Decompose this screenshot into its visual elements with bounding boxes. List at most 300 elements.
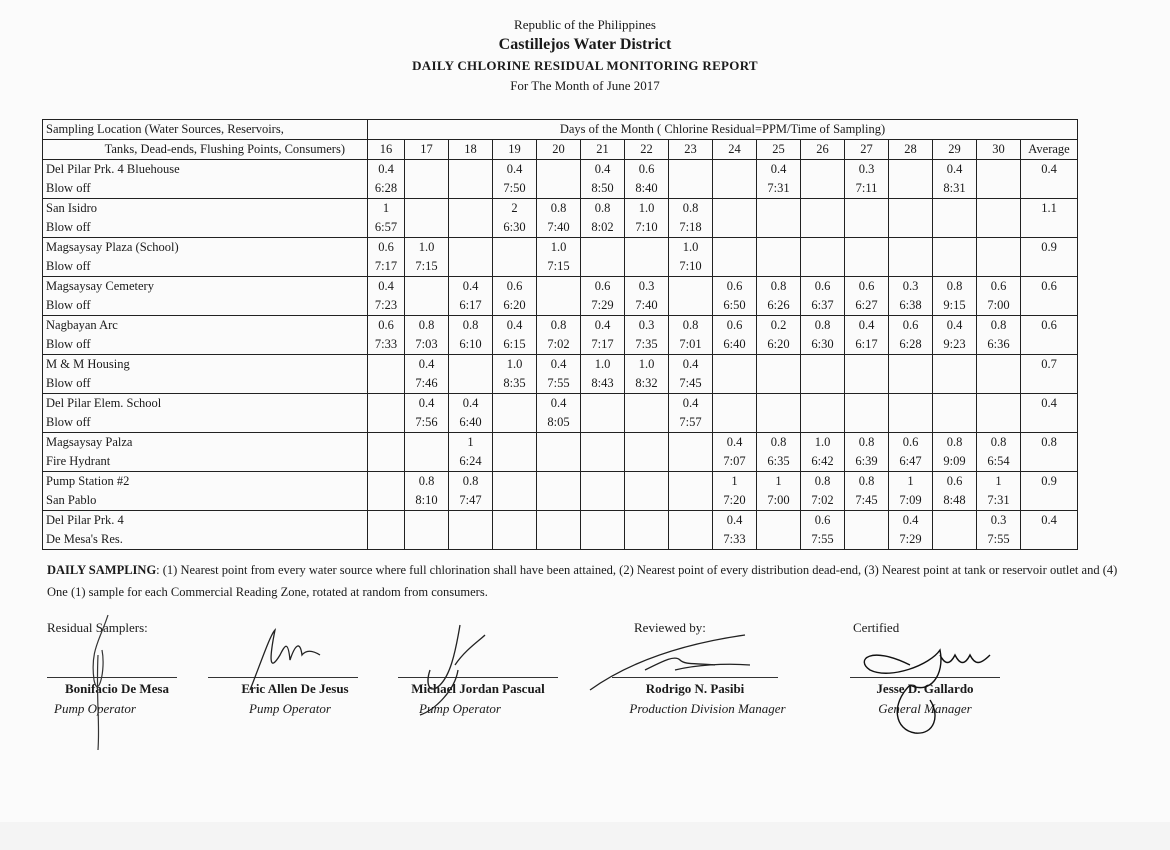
average-cell: 0.9 [1021, 238, 1078, 258]
residual-ppm-cell: 0.8 [449, 472, 493, 492]
table-row-residual [43, 160, 1078, 180]
residual-ppm-cell [581, 511, 625, 531]
day-header: 23 [669, 140, 713, 160]
residual-ppm-cell: 0.4 [537, 355, 581, 375]
certified-label: Certified [853, 620, 900, 635]
residual-ppm-cell [625, 394, 669, 414]
sampling-time-cell [977, 413, 1021, 433]
residual-ppm-cell: 0.8 [537, 199, 581, 219]
table-row-time [43, 413, 1078, 433]
residual-ppm-cell [757, 199, 801, 219]
residual-ppm-cell [845, 199, 889, 219]
sampling-time-cell [757, 218, 801, 238]
sampling-time-cell [493, 491, 537, 511]
residual-ppm-cell [977, 355, 1021, 375]
sampling-time-cell [889, 179, 933, 199]
residual-ppm-cell [405, 433, 449, 453]
residual-ppm-cell [713, 394, 757, 414]
residual-ppm-cell: 0.4 [581, 160, 625, 180]
sampling-time-cell: 6:10 [449, 335, 493, 355]
table-row-time [43, 296, 1078, 316]
day-header: 20 [537, 140, 581, 160]
sampling-time-cell [581, 413, 625, 433]
residual-ppm-cell: 0.6 [581, 277, 625, 297]
residual-ppm-cell [889, 199, 933, 219]
sampling-time-cell [757, 530, 801, 550]
residual-ppm-cell [368, 355, 405, 375]
sampling-time-cell: 7:56 [405, 413, 449, 433]
table-row-time [43, 530, 1078, 550]
sampling-time-cell: 6:47 [889, 452, 933, 472]
sampling-time-cell [368, 413, 405, 433]
residual-ppm-cell [368, 394, 405, 414]
location-name: Magsaysay Plaza (School) [43, 238, 368, 258]
residual-ppm-cell: 0.6 [713, 316, 757, 336]
sampling-time-cell: 6:50 [713, 296, 757, 316]
residual-ppm-cell: 0.6 [368, 316, 405, 336]
location-name: Magsaysay Palza [43, 433, 368, 453]
residual-ppm-cell: 0.4 [889, 511, 933, 531]
residual-ppm-cell [537, 472, 581, 492]
sampling-time-cell [493, 413, 537, 433]
sampling-time-cell [405, 296, 449, 316]
location-column-header-line2: Tanks, Dead-ends, Flushing Points, Consumers) [43, 140, 368, 160]
sampling-time-cell: 7:02 [801, 491, 845, 511]
residual-ppm-cell: 0.4 [493, 316, 537, 336]
sampling-time-cell [757, 257, 801, 277]
sampling-time-cell: 7:40 [625, 296, 669, 316]
sampling-time-cell: 7:55 [537, 374, 581, 394]
samplers-label: Residual Samplers: [47, 620, 148, 635]
sampling-time-cell: 7:50 [493, 179, 537, 199]
sampling-time-cell: 8:10 [405, 491, 449, 511]
residual-ppm-cell: 1.0 [537, 238, 581, 258]
sampling-time-cell: 6:40 [449, 413, 493, 433]
sampling-time-cell: 6:17 [449, 296, 493, 316]
day-header: 30 [977, 140, 1021, 160]
sampling-time-cell: 7:00 [977, 296, 1021, 316]
residual-ppm-cell [449, 238, 493, 258]
residual-ppm-cell: 0.4 [845, 316, 889, 336]
sampling-time-cell: 6:26 [757, 296, 801, 316]
residual-ppm-cell [801, 394, 845, 414]
table-row-residual [43, 199, 1078, 219]
sampling-time-cell [537, 296, 581, 316]
signer-name-1: Bonifacio De Mesa [65, 681, 169, 696]
table-row-time [43, 491, 1078, 511]
table-header-row-2 [43, 140, 1078, 160]
location-point-type: San Pablo [43, 491, 368, 511]
average-cell-empty [1021, 296, 1078, 316]
sampling-time-cell [581, 452, 625, 472]
handwritten-signature-5 [850, 625, 1010, 740]
sampling-time-cell [449, 179, 493, 199]
residual-ppm-cell [537, 160, 581, 180]
residual-ppm-cell: 1 [368, 199, 405, 219]
average-cell-empty [1021, 335, 1078, 355]
sampling-time-cell: 8:43 [581, 374, 625, 394]
sampling-time-cell [669, 296, 713, 316]
residual-ppm-cell: 0.8 [537, 316, 581, 336]
residual-ppm-cell [977, 238, 1021, 258]
sampling-time-cell [368, 491, 405, 511]
average-cell-empty [1021, 491, 1078, 511]
residual-ppm-cell: 0.4 [757, 160, 801, 180]
sampling-time-cell: 6:54 [977, 452, 1021, 472]
sampling-time-cell: 6:17 [845, 335, 889, 355]
table-row-time [43, 257, 1078, 277]
location-name: Del Pilar Elem. School [43, 394, 368, 414]
residual-ppm-cell [493, 238, 537, 258]
table-row-residual [43, 238, 1078, 258]
residual-ppm-cell: 0.4 [581, 316, 625, 336]
residual-ppm-cell [449, 355, 493, 375]
residual-ppm-cell: 1 [713, 472, 757, 492]
day-header: 29 [933, 140, 977, 160]
sampling-time-cell: 6:27 [845, 296, 889, 316]
residual-ppm-cell: 0.4 [493, 160, 537, 180]
sampling-time-cell [625, 452, 669, 472]
sampling-time-cell [933, 218, 977, 238]
sampling-time-cell [625, 413, 669, 433]
sampling-time-cell: 6:37 [801, 296, 845, 316]
residual-ppm-cell: 0.6 [368, 238, 405, 258]
residual-ppm-cell [537, 277, 581, 297]
location-point-type: Fire Hydrant [43, 452, 368, 472]
sampling-time-cell [801, 218, 845, 238]
location-name: Pump Station #2 [43, 472, 368, 492]
residual-ppm-cell: 0.4 [713, 511, 757, 531]
handwritten-signature-1 [80, 610, 140, 760]
average-header: Average [1021, 140, 1078, 160]
residual-ppm-cell: 0.8 [845, 433, 889, 453]
sampling-time-cell: 7:00 [757, 491, 801, 511]
sampling-time-cell [368, 530, 405, 550]
sampling-time-cell: 7:11 [845, 179, 889, 199]
residual-ppm-cell [405, 277, 449, 297]
average-cell: 0.6 [1021, 277, 1078, 297]
sampling-time-cell: 8:40 [625, 179, 669, 199]
location-point-type: Blow off [43, 257, 368, 277]
location-point-type: Blow off [43, 296, 368, 316]
residual-ppm-cell [669, 160, 713, 180]
sampling-time-cell [449, 257, 493, 277]
sampling-time-cell: 7:23 [368, 296, 405, 316]
residual-ppm-cell: 0.8 [405, 472, 449, 492]
sampling-time-cell [669, 491, 713, 511]
table-row-time [43, 218, 1078, 238]
residual-ppm-cell [801, 160, 845, 180]
sampling-time-cell [845, 218, 889, 238]
sampling-time-cell: 6:28 [368, 179, 405, 199]
residual-ppm-cell [669, 511, 713, 531]
residual-ppm-cell [977, 160, 1021, 180]
residual-ppm-cell [537, 511, 581, 531]
sampling-time-cell: 7:18 [669, 218, 713, 238]
day-header: 18 [449, 140, 493, 160]
sampling-time-cell: 6:39 [845, 452, 889, 472]
residual-ppm-cell [801, 238, 845, 258]
location-point-type: Blow off [43, 413, 368, 433]
sampling-time-cell [713, 218, 757, 238]
location-point-type: Blow off [43, 335, 368, 355]
chlorine-residual-table [42, 119, 1078, 550]
residual-ppm-cell: 1.0 [405, 238, 449, 258]
residual-ppm-cell [933, 238, 977, 258]
residual-ppm-cell: 1.0 [625, 355, 669, 375]
residual-ppm-cell: 0.4 [405, 394, 449, 414]
residual-ppm-cell [493, 511, 537, 531]
sampling-time-cell: 7:47 [449, 491, 493, 511]
sampling-time-cell [537, 491, 581, 511]
residual-ppm-cell [449, 511, 493, 531]
day-header: 21 [581, 140, 625, 160]
sampling-time-cell: 7:45 [669, 374, 713, 394]
sampling-time-cell [889, 374, 933, 394]
day-header: 28 [889, 140, 933, 160]
sampling-time-cell [845, 257, 889, 277]
residual-ppm-cell: 1.0 [493, 355, 537, 375]
signer-name-3: Michael Jordan Pascual [411, 681, 545, 696]
residual-ppm-cell: 0.8 [933, 277, 977, 297]
residual-ppm-cell: 0.6 [889, 433, 933, 453]
sampling-time-cell [713, 374, 757, 394]
sampling-time-cell [625, 257, 669, 277]
sampling-time-cell [977, 257, 1021, 277]
residual-ppm-cell: 0.8 [801, 316, 845, 336]
residual-ppm-cell: 0.4 [933, 316, 977, 336]
reviewed-by-label: Reviewed by: [634, 620, 706, 635]
average-cell-empty [1021, 530, 1078, 550]
residual-ppm-cell [845, 238, 889, 258]
sampling-time-cell [625, 530, 669, 550]
sampling-time-cell [493, 257, 537, 277]
sampling-time-cell: 9:15 [933, 296, 977, 316]
residual-ppm-cell: 0.8 [669, 199, 713, 219]
residual-ppm-cell: 0.6 [977, 277, 1021, 297]
location-name: M & M Housing [43, 355, 368, 375]
sampling-time-cell: 8:32 [625, 374, 669, 394]
residual-ppm-cell [493, 433, 537, 453]
residual-ppm-cell: 0.3 [889, 277, 933, 297]
sampling-time-cell [801, 413, 845, 433]
residual-ppm-cell [757, 355, 801, 375]
average-cell: 0.7 [1021, 355, 1078, 375]
residual-ppm-cell [713, 199, 757, 219]
sampling-time-cell: 6:40 [713, 335, 757, 355]
signer-title-1: Pump Operator [54, 701, 136, 716]
residual-ppm-cell: 0.4 [537, 394, 581, 414]
sampling-time-cell [889, 257, 933, 277]
residual-ppm-cell [625, 433, 669, 453]
average-cell-empty [1021, 179, 1078, 199]
sampling-time-cell: 6:24 [449, 452, 493, 472]
table-row-time [43, 374, 1078, 394]
header-republic: Republic of the Philippines [514, 17, 656, 32]
table-row-residual [43, 472, 1078, 492]
residual-ppm-cell [757, 394, 801, 414]
sampling-time-cell: 6:42 [801, 452, 845, 472]
sampling-time-cell [405, 218, 449, 238]
residual-ppm-cell: 1.0 [625, 199, 669, 219]
residual-ppm-cell [889, 160, 933, 180]
sampling-time-cell [669, 530, 713, 550]
residual-ppm-cell: 0.8 [449, 316, 493, 336]
residual-ppm-cell [977, 394, 1021, 414]
sampling-time-cell: 8:05 [537, 413, 581, 433]
residual-ppm-cell [801, 199, 845, 219]
location-point-type: Blow off [43, 374, 368, 394]
sampling-time-cell [669, 179, 713, 199]
residual-ppm-cell [933, 511, 977, 531]
sampling-time-cell [801, 257, 845, 277]
residual-ppm-cell [845, 394, 889, 414]
sampling-time-cell: 8:50 [581, 179, 625, 199]
average-cell: 0.9 [1021, 472, 1078, 492]
sampling-time-cell [449, 530, 493, 550]
location-name: San Isidro [43, 199, 368, 219]
residual-ppm-cell [713, 238, 757, 258]
residual-ppm-cell [368, 472, 405, 492]
residual-ppm-cell [405, 199, 449, 219]
residual-ppm-cell: 0.6 [801, 511, 845, 531]
residual-ppm-cell: 0.8 [669, 316, 713, 336]
sampling-time-cell: 6:20 [493, 296, 537, 316]
sampling-time-cell: 7:31 [977, 491, 1021, 511]
residual-ppm-cell: 0.4 [933, 160, 977, 180]
residual-ppm-cell: 0.8 [933, 433, 977, 453]
average-cell: 0.4 [1021, 160, 1078, 180]
sampling-time-cell: 9:23 [933, 335, 977, 355]
day-header: 17 [405, 140, 449, 160]
sampling-time-cell: 7:15 [405, 257, 449, 277]
residual-ppm-cell [669, 433, 713, 453]
residual-ppm-cell [933, 355, 977, 375]
sampling-time-cell: 8:35 [493, 374, 537, 394]
sampling-time-cell [713, 257, 757, 277]
average-cell: 0.4 [1021, 511, 1078, 531]
sampling-time-cell [845, 374, 889, 394]
residual-ppm-cell: 0.8 [977, 433, 1021, 453]
sampling-time-cell: 7:20 [713, 491, 757, 511]
residual-ppm-cell: 0.4 [368, 160, 405, 180]
residual-ppm-cell [669, 277, 713, 297]
location-point-type: Blow off [43, 218, 368, 238]
sampling-time-cell [405, 452, 449, 472]
note-label: DAILY SAMPLING [47, 563, 157, 577]
sampling-time-cell [933, 530, 977, 550]
sampling-time-cell [933, 413, 977, 433]
table-row-residual [43, 277, 1078, 297]
sampling-time-cell [581, 530, 625, 550]
sampling-time-cell: 6:38 [889, 296, 933, 316]
residual-ppm-cell [713, 355, 757, 375]
residual-ppm-cell: 1 [449, 433, 493, 453]
sampling-time-cell [368, 374, 405, 394]
report-period: For The Month of June 2017 [510, 78, 660, 93]
residual-ppm-cell [977, 199, 1021, 219]
sampling-time-cell: 8:31 [933, 179, 977, 199]
residual-ppm-cell [449, 160, 493, 180]
sampling-time-cell: 6:36 [977, 335, 1021, 355]
residual-ppm-cell: 1 [977, 472, 1021, 492]
residual-ppm-cell: 0.6 [933, 472, 977, 492]
residual-ppm-cell [889, 355, 933, 375]
signer-title-4: Production Division Manager [629, 701, 786, 716]
sampling-time-cell [669, 452, 713, 472]
sampling-time-cell [581, 257, 625, 277]
residual-ppm-cell: 1 [757, 472, 801, 492]
sampling-time-cell [977, 218, 1021, 238]
residual-ppm-cell [581, 238, 625, 258]
residual-ppm-cell: 0.4 [669, 394, 713, 414]
sampling-time-cell [713, 179, 757, 199]
table-row-residual [43, 355, 1078, 375]
average-cell: 0.8 [1021, 433, 1078, 453]
residual-ppm-cell: 0.8 [801, 472, 845, 492]
residual-ppm-cell: 0.6 [625, 160, 669, 180]
average-cell: 0.4 [1021, 394, 1078, 414]
residual-ppm-cell: 0.8 [757, 433, 801, 453]
residual-ppm-cell: 0.6 [493, 277, 537, 297]
sampling-time-cell: 6:35 [757, 452, 801, 472]
residual-ppm-cell [625, 511, 669, 531]
residual-ppm-cell [368, 511, 405, 531]
daily-sampling-note [47, 559, 1127, 603]
residual-ppm-cell: 0.8 [845, 472, 889, 492]
sampling-time-cell [368, 452, 405, 472]
sampling-time-cell [625, 491, 669, 511]
residual-ppm-cell [889, 238, 933, 258]
average-cell: 0.6 [1021, 316, 1078, 336]
handwritten-signature-3 [410, 615, 500, 725]
residual-ppm-cell [845, 355, 889, 375]
residual-ppm-cell: 0.3 [845, 160, 889, 180]
residual-ppm-cell [933, 394, 977, 414]
sampling-time-cell: 7:35 [625, 335, 669, 355]
location-column-header: Sampling Location (Water Sources, Reservoirs, [43, 120, 368, 140]
signer-title-3: Pump Operator [419, 701, 501, 716]
table-header-row-1 [43, 120, 1078, 140]
sampling-time-cell [801, 374, 845, 394]
residual-ppm-cell: 0.2 [757, 316, 801, 336]
days-of-month-header: Days of the Month ( Chlorine Residual=PPM/Time of Sampling) [368, 120, 1078, 140]
average-cell-empty [1021, 413, 1078, 433]
location-name: Del Pilar Prk. 4 [43, 511, 368, 531]
sampling-time-cell: 9:09 [933, 452, 977, 472]
sampling-time-cell: 7:31 [757, 179, 801, 199]
day-header: 27 [845, 140, 889, 160]
day-header: 25 [757, 140, 801, 160]
day-header: 22 [625, 140, 669, 160]
location-name: Nagbayan Arc [43, 316, 368, 336]
sampling-time-cell [537, 452, 581, 472]
sampling-time-cell: 7:45 [845, 491, 889, 511]
sampling-time-cell [713, 413, 757, 433]
sampling-time-cell [449, 374, 493, 394]
sampling-time-cell [757, 413, 801, 433]
residual-ppm-cell: 0.6 [889, 316, 933, 336]
signer-name-5: Jesse D. Gallardo [876, 681, 974, 696]
residual-ppm-cell [625, 238, 669, 258]
sampling-time-cell: 7:29 [581, 296, 625, 316]
residual-ppm-cell: 1.0 [669, 238, 713, 258]
residual-ppm-cell: 0.4 [713, 433, 757, 453]
sampling-time-cell [493, 530, 537, 550]
sampling-time-cell: 7:03 [405, 335, 449, 355]
sampling-time-cell: 7:55 [977, 530, 1021, 550]
sampling-time-cell [977, 374, 1021, 394]
